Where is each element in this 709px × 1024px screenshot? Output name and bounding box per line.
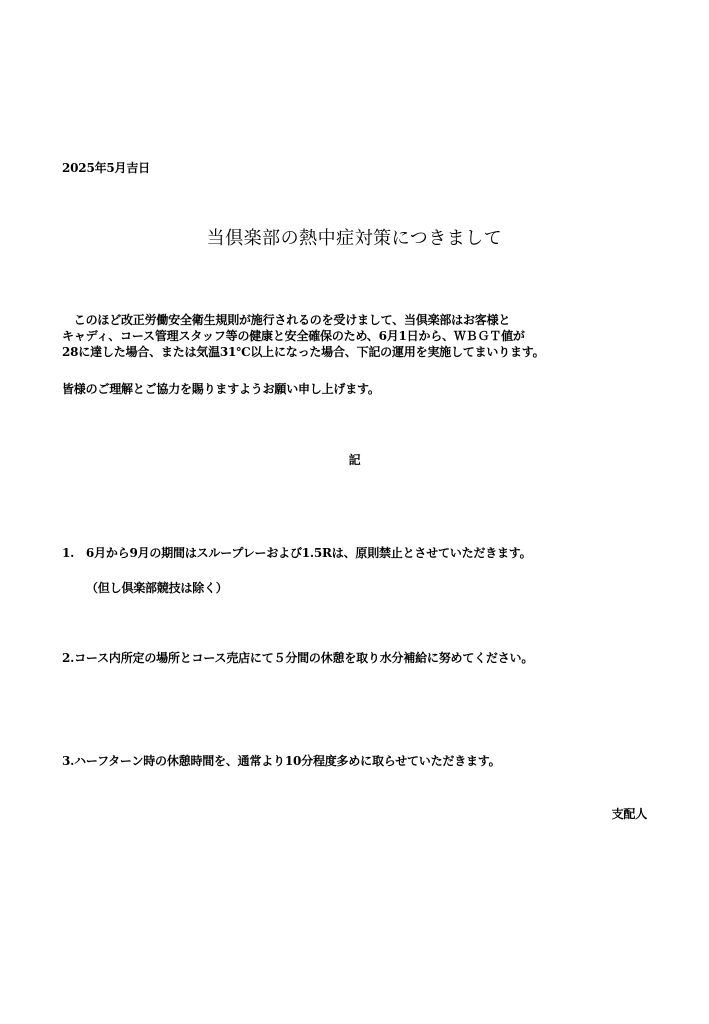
document-date: 2025年5月吉日: [62, 161, 150, 175]
document-title: 当倶楽部の熱中症対策につきまして: [206, 228, 503, 249]
signature: 支配人: [611, 807, 647, 821]
intro-line-1: このほど改正労働安全衛生規則が施行されるのを受けまして、当倶楽部はお客様と: [62, 313, 511, 327]
intro-line-3: 28に達した場合、または気温31℃以上になった場合、下記の運用を実施してまいります。: [62, 345, 545, 359]
ki-heading: 記: [348, 453, 361, 467]
list-item-1-note: （但し倶楽部競技は除く）: [86, 581, 228, 595]
list-item-2: 2.コース内所定の場所とコース売店にて５分間の休憩を取り水分補給に努めてください。: [62, 651, 534, 665]
closing-paragraph: 皆様のご理解とご協力を賜りますようお願い申し上げます。: [62, 382, 380, 396]
intro-line-2: キャディ、コース管理スタッフ等の健康と安全確保のため、6月1日から、ＷＢＧＴ値が: [62, 329, 525, 343]
list-item-3: 3.ハーフターン時の休憩時間を、通常より10分程度多めに取らせていただきます。: [62, 754, 501, 768]
list-item-1: 1. 6月から9月の期間はスループレーおよび1.5Rは、原則禁止とさせていただきます。: [62, 546, 532, 560]
